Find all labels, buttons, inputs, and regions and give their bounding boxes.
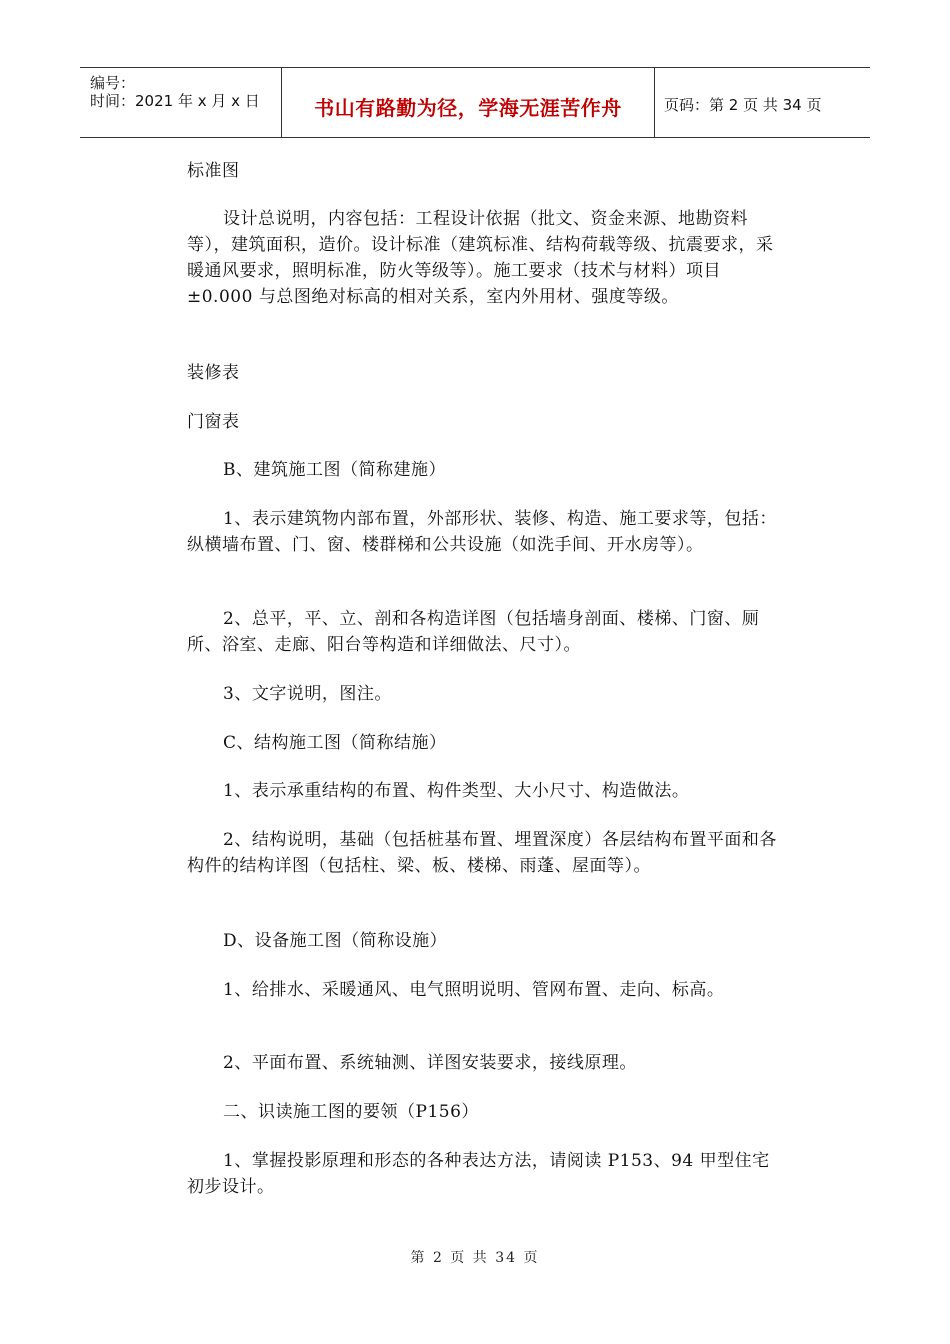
paragraph-arch-item-2: 2、总平，平、立、剖和各构造详图（包括墙身剖面、楼梯、门窗、厕所、浴室、走廊、阳台等构造和详细做法、尺寸）。 [187, 609, 760, 655]
header-page-cell [654, 68, 870, 137]
paragraph-design-notes: 设计总说明，内容包括：工程设计依据（批文、资金来源、地勘资料等），建筑面积，造价。设计标准（建筑标准、结构荷载等级、抗震要求，采暖通风要求，照明标准，防火等级等）。施工要求（技术与材料）项目±0.000 与总图绝对标高的相对关系，室内外用材、强度等级。 [187, 209, 774, 307]
paragraph-reading-item-1: 1、掌握投影原理和形态的各种表达方法，请阅读 P153、94 甲型住宅初步设计。 [187, 1151, 770, 1197]
heading-structural-drawings: C、结构施工图（简称结施） [223, 733, 447, 753]
header-motto-cell [281, 68, 655, 137]
paragraph-door-window-table: 门窗表 [187, 412, 240, 432]
heading-equipment-drawings: D、设备施工图（简称设施） [223, 931, 448, 951]
header-motto: 书山有路勤为径，学海无涯苦作舟 [314, 96, 622, 120]
heading-reading-essentials: 二、识读施工图的要领（P156） [223, 1102, 479, 1122]
paragraph-struct-item-1: 1、表示承重结构的布置、构件类型、大小尺寸、构造做法。 [223, 781, 690, 801]
document-date: 时间：2021 年 x 月 x 日 [90, 92, 260, 110]
header-left-cell [80, 68, 281, 137]
paragraph-standard-drawing: 标准图 [187, 161, 240, 181]
paragraph-equip-item-2: 2、平面布置、系统轴测、详图安装要求，接线原理。 [223, 1053, 637, 1073]
paragraph-arch-item-3: 3、文字说明，图注。 [223, 684, 392, 704]
document-code-label: 编号： [90, 74, 136, 92]
paragraph-struct-item-2: 2、结构说明，基础（包括桩基布置、埋置深度）各层结构布置平面和各构件的结构详图（包括柱、梁、板、楼梯、雨蓬、屋面等）。 [187, 830, 777, 876]
paragraph-finish-table: 装修表 [187, 363, 240, 383]
heading-architectural-drawings: B、建筑施工图（简称建施） [223, 460, 446, 480]
page-footer: 第 2 页 共 34 页 [410, 1250, 540, 1266]
page-header [80, 67, 870, 138]
header-page-info: 页码：第 2 页 共 34 页 [664, 96, 822, 114]
paragraph-equip-item-1: 1、给排水、采暖通风、电气照明说明、管网布置、走向、标高。 [223, 980, 725, 1000]
paragraph-arch-item-1: 1、表示建筑物内部布置，外部形状、装修、构造、施工要求等，包括：纵横墙布置、门、窗、楼群梯和公共设施（如洗手间、开水房等）。 [187, 509, 777, 555]
